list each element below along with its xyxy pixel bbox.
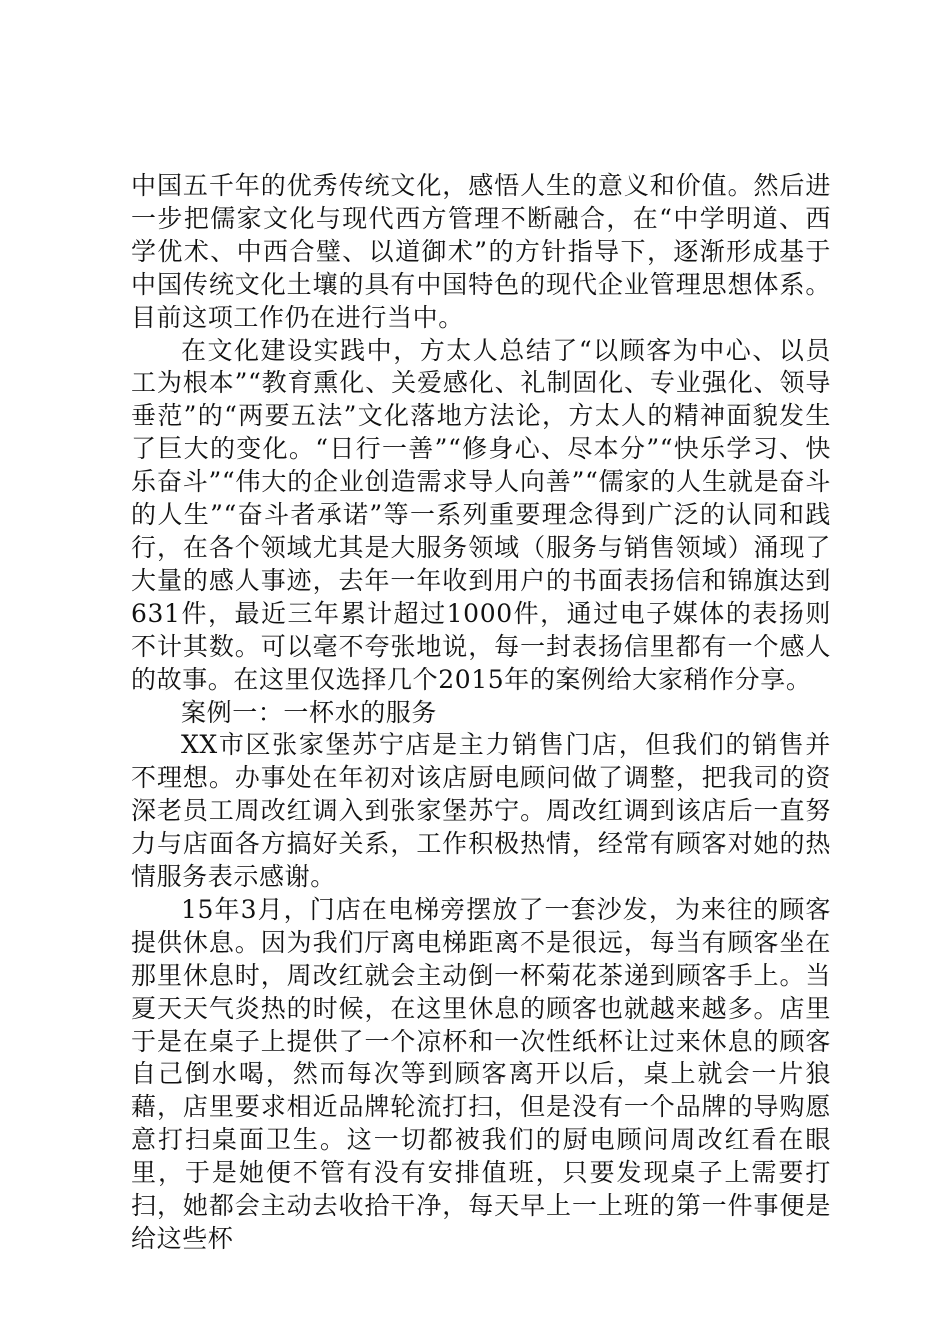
paragraph-case-intro: XX市区张家堡苏宁店是主力销售门店，但我们的销售并不理想。办事处在年初对该店厨电顾问做了调整，把我司的资深老员工周改红调入到张家堡苏宁。周改红调到该店后一直努力与店面各方搞好关系，工作积极热情，经常有顾客对她的热情服务表示感谢。 [131, 730, 831, 892]
paragraph-culture-practice: 在文化建设实践中，方太人总结了“以顾客为中心、以员工为根本”“教育熏化、关爱感化、礼制固化、专业强化、领导垂范”的“两要五法”文化落地方法论，方太人的精神面貌发生了巨大的变化。“日行一善”“修身心、尽本分”“快乐学习、快乐奋斗”“伟大的企业创造需求导人向善”“儒家的人生就是奋斗的人生”“奋斗者承诺”等一系列重要理念得到广泛的认同和践行，在各个领域尤其是大服务领域（服务与销售领域）涌现了大量的感人事迹，去年一年收到用户的书面表扬信和锦旗达到631件，最近三年累计超过1000件，通过电子媒体的表扬则不计其数。可以毫不夸张地说，每一封表扬信里都有一个感人的故事。在这里仅选择几个2015年的案例给大家稍作分享。 [131, 335, 831, 694]
case-heading: 案例一：一杯水的服务 [181, 697, 438, 727]
paragraph-continuation: 中国五千年的优秀传统文化，感悟人生的意义和价值。然后进一步把儒家文化与现代西方管理不断融合，在“中学明道、西学优术、中西合璧、以道御术”的方针指导下，逐渐形成基于中国传统文化土壤的具有中国特色的现代企业管理思想体系。目前这项工作仍在进行当中。 [131, 171, 831, 332]
body-text [131, 170, 831, 1256]
paragraph-case-detail: 15年3月，门店在电梯旁摆放了一套沙发，为来往的顾客提供休息。因为我们厅离电梯距离不是很远，每当有顾客坐在那里休息时，周改红就会主动倒一杯菊花茶递到顾客手上。当夏天天气炎热的时候，在这里休息的顾客也就越来越多。店里于是在桌子上提供了一个凉杯和一次性纸杯让过来休息的顾客自己倒水喝，然而每次等到顾客离开以后，桌上就会一片狼藉，店里要求相近品牌轮流打扫，但是没有一个品牌的导购愿意打扫桌面卫生。这一切都被我们的厨电顾问周改红看在眼里，于是她便不管有没有安排值班，只要发现桌子上需要打扫，她都会主动去收拾干净，每天早上一上班的第一件事便是给这些杯 [131, 894, 831, 1253]
